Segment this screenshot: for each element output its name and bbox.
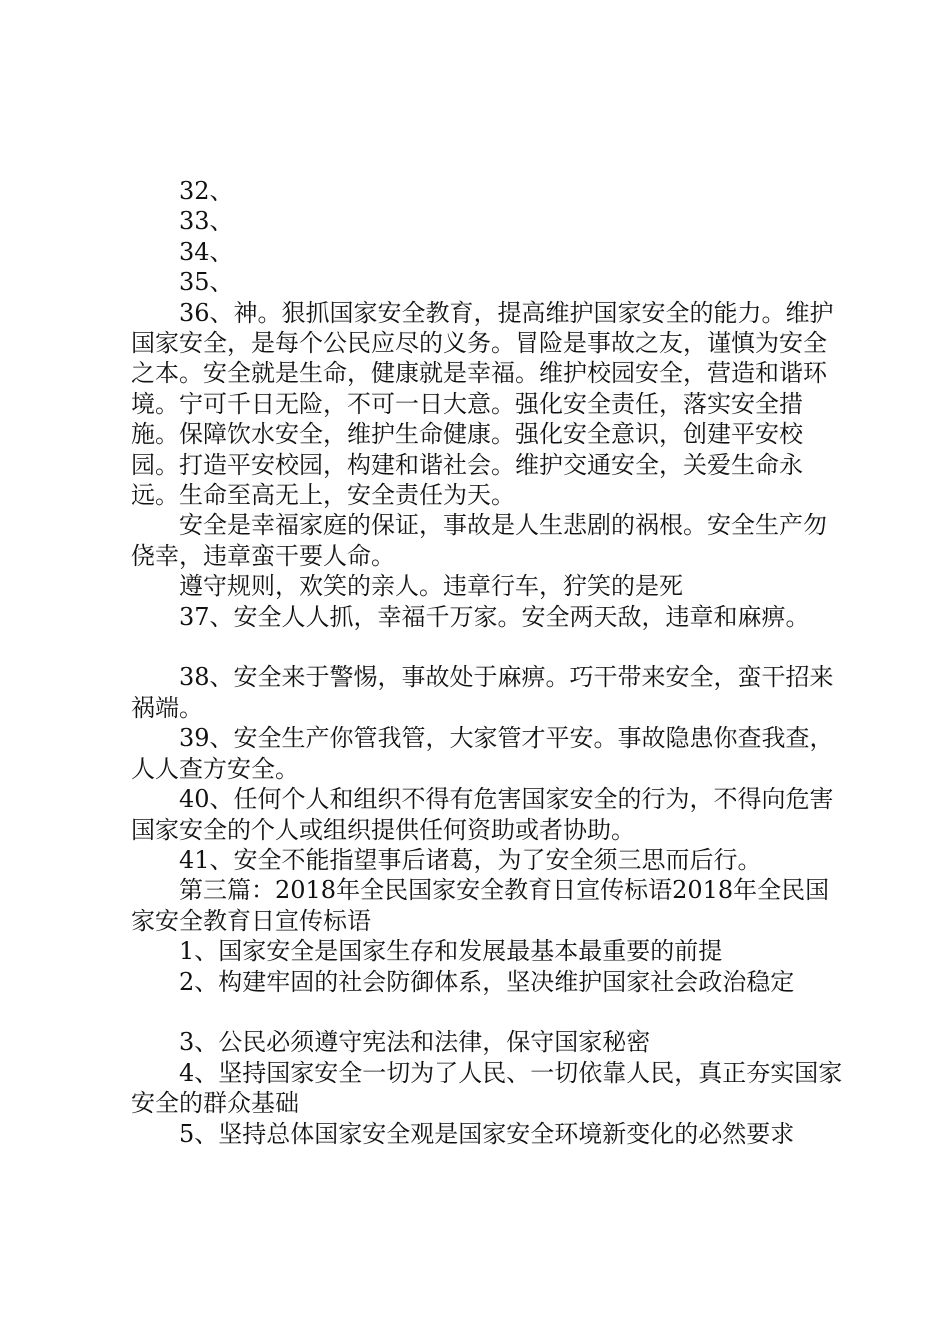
paragraph-safety-family: 安全是幸福家庭的保证，事故是人生悲剧的祸根。安全生产勿侥幸，违章蛮干要人命。 [131,511,827,570]
list-item-40: 40、任何个人和组织不得有危害国家安全的行为，不得向危害国家安全的个人或组织提供任何资助或者协助。 [131,785,834,844]
list-item-33: 33、 [179,207,234,236]
document-body [131,176,843,1149]
list-item-37: 37、安全人人抓，幸福千万家。安全两天敌，违章和麻痹。 [179,602,810,631]
slogan-item-1: 1、国家安全是国家生存和发展最基本最重要的前提 [179,937,723,966]
list-item-35: 35、 [179,268,234,297]
blank-line [131,632,843,662]
section-heading-part-three: 第三篇：2018年全民国家安全教育日宣传标语2018年全民国家安全教育日宣传标语 [131,876,830,935]
list-item-41: 41、安全不能指望事后诸葛，为了安全须三思而后行。 [179,845,762,874]
slogan-item-2: 2、构建牢固的社会防御体系，坚决维护国家社会政治稳定 [179,967,795,996]
list-item-34: 34、 [179,237,234,266]
list-item-39: 39、安全生产你管我管，大家管才平安。事故隐患你查我查，人人查方安全。 [131,724,834,783]
slogan-item-3: 3、公民必须遵守宪法和法律，保守国家秘密 [179,1028,651,1057]
list-item-36: 36、神。狠抓国家安全教育，提高维护国家安全的能力。维护国家安全，是每个公民应尽的义务。冒险是事故之友，谨慎为安全之本。安全就是生命，健康就是幸福。维护校园安全，营造和谐环境。宁可千日无险，不可一日大意。强化安全责任，落实安全措施。保障饮水安全，维护生命健康。强化安全意识，创建平安校园。打造平安校园，构建和谐社会。维护交通安全，关爱生命永远。生命至高无上，安全责任为天。 [131,298,834,510]
blank-line [131,997,843,1027]
paragraph-obey-rules: 遵守规则，欢笑的亲人。违章行车，狞笑的是死 [179,572,683,601]
list-item-32: 32、 [179,177,234,205]
slogan-item-4: 4、坚持国家安全一切为了人民、一切依靠人民，真正夯实国家安全的群众基础 [131,1058,843,1118]
slogan-item-5: 5、坚持总体国家安全观是国家安全环境新变化的必然要求 [179,1119,795,1148]
list-item-38: 38、安全来于警惕，事故处于麻痹。巧干带来安全，蛮干招来祸端。 [131,663,834,722]
